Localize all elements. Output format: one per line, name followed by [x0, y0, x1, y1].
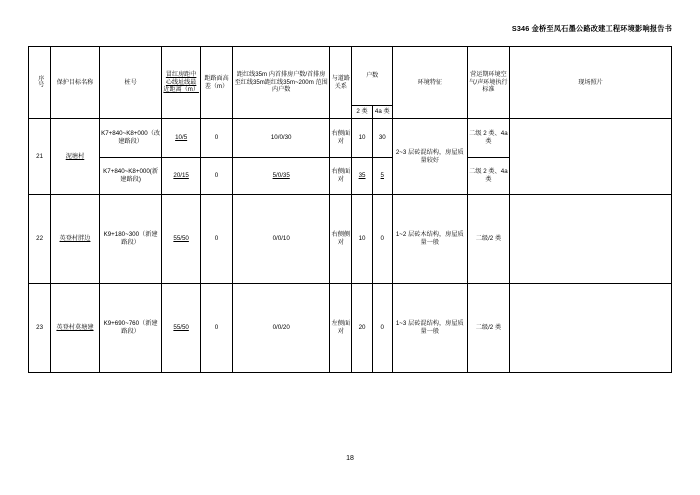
- th-no: 序号: [29, 47, 51, 119]
- th-count-4a: 4a 类: [372, 106, 392, 119]
- table-row: [29, 284, 672, 373]
- cell-stake: K7+840~K8+000(新建路段): [99, 158, 162, 195]
- cell-distance: 55/50: [162, 284, 200, 373]
- cell-height: 0: [200, 284, 232, 373]
- cell-count-2lei: 35: [352, 158, 372, 195]
- cell-households: 0/0/20: [233, 284, 330, 373]
- cell-photo: [510, 195, 672, 284]
- cell-count-2lei: 10: [352, 195, 372, 284]
- cell-relation: 右侧面对: [330, 158, 352, 195]
- th-standard: 营运期环境空气/声环境执行标准: [467, 47, 509, 119]
- th-height: 距路面高差（m）: [200, 47, 232, 119]
- cell-count-4a: 0: [372, 284, 392, 373]
- th-feature: 环境特征: [392, 47, 467, 119]
- cell-name: 英登村莫塘建: [51, 284, 100, 373]
- cell-households: 5/0/35: [233, 158, 330, 195]
- cell-count-4a: 30: [372, 119, 392, 158]
- cell-count-2lei: 20: [352, 284, 372, 373]
- main-table: [28, 46, 672, 373]
- cell-relation: 右侧侧对: [330, 195, 352, 284]
- th-count: 户数: [352, 47, 392, 106]
- cell-feature: 1~2 层砖木结构，房屋质量一般: [392, 195, 467, 284]
- cell-households: 10/0/30: [233, 119, 330, 158]
- cell-stake: K7+840~K8+000（改建路段）: [99, 119, 162, 158]
- th-households: 距红线35m 内首排房户数/首排房至红线35m距红线35m~200m 范围内户数: [233, 47, 330, 119]
- cell-name: 英登村胖边: [51, 195, 100, 284]
- cell-no: 23: [29, 284, 51, 373]
- page-number: 18: [346, 455, 354, 462]
- cell-standard: 二级/2 类: [467, 284, 509, 373]
- cell-distance: 10/5: [162, 119, 200, 158]
- cell-height: 0: [200, 158, 232, 195]
- cell-no: 21: [29, 119, 51, 195]
- table-header-row: [29, 47, 672, 106]
- cell-standard: 二级 2 类、4a 类: [467, 158, 509, 195]
- cell-photo: [510, 119, 672, 195]
- cell-count-4a: 5: [372, 158, 392, 195]
- cell-relation: 左侧面对: [330, 284, 352, 373]
- th-count-2lei: 2 类: [352, 106, 372, 119]
- table-row: [29, 119, 672, 158]
- cell-distance: 20/15: [162, 158, 200, 195]
- table-row: [29, 195, 672, 284]
- cell-distance: 55/50: [162, 195, 200, 284]
- cell-count-4a: 0: [372, 195, 392, 284]
- cell-feature: 1~3 层砖混结构，房屋质量一般: [392, 284, 467, 373]
- cell-no: 22: [29, 195, 51, 284]
- th-photo: 现场照片: [510, 47, 672, 119]
- cell-name: 泥塘村: [51, 119, 100, 195]
- th-distance: 冒红房距中心线址线最近距离（m）: [162, 47, 200, 119]
- cell-photo: [510, 284, 672, 373]
- cell-count-2lei: 10: [352, 119, 372, 158]
- cell-relation: 右侧面对: [330, 119, 352, 158]
- cell-households: 0/0/10: [233, 195, 330, 284]
- cell-height: 0: [200, 119, 232, 158]
- cell-stake: K9+180~300（新建路段）: [99, 195, 162, 284]
- cell-height: 0: [200, 195, 232, 284]
- th-relation: 与道路关系: [330, 47, 352, 119]
- cell-standard: 二级/2 类: [467, 195, 509, 284]
- th-name: 保护目标名称: [51, 47, 100, 119]
- cell-feature: 2~3 层砖混结构，房屋质量较好: [392, 119, 467, 195]
- page-header: S346 金桥至凤石墨公路改建工程环境影响报告书: [511, 24, 672, 33]
- th-stake: 桩号: [99, 47, 162, 119]
- cell-standard: 二级 2 类、4a 类: [467, 119, 509, 158]
- cell-stake: K9+690~760（新建路段）: [99, 284, 162, 373]
- environment-protection-table: [28, 46, 672, 373]
